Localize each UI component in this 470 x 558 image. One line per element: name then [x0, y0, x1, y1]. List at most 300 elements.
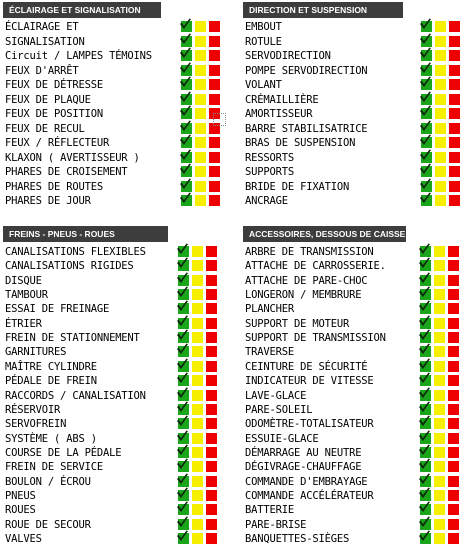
check-icon [179, 18, 192, 31]
good-status-box[interactable] [421, 152, 432, 163]
warning-status-box[interactable] [435, 36, 446, 47]
good-status-box[interactable] [420, 519, 431, 530]
good-status-box[interactable] [420, 476, 431, 487]
item-label: CRÉMAILLIÈRE [245, 93, 319, 106]
good-status-box[interactable] [178, 318, 189, 329]
checklist-row [243, 532, 462, 546]
check-icon [176, 387, 189, 400]
check-icon [418, 329, 431, 342]
warning-status-box[interactable] [192, 361, 203, 372]
warning-status-box[interactable] [435, 79, 446, 90]
bad-status-box[interactable] [449, 181, 460, 192]
bad-status-box[interactable] [449, 21, 460, 32]
item-label: MAÎTRE CYLINDRE [5, 360, 97, 373]
good-status-box[interactable] [178, 361, 189, 372]
check-icon [176, 458, 189, 471]
warning-status-box[interactable] [434, 404, 445, 415]
bad-status-box[interactable] [206, 332, 217, 343]
bad-status-box[interactable] [206, 433, 217, 444]
warning-status-box[interactable] [192, 289, 203, 300]
warning-status-box[interactable] [192, 390, 203, 401]
bad-status-box[interactable] [206, 303, 217, 314]
good-status-box[interactable] [420, 404, 431, 415]
check-icon [419, 120, 432, 133]
warning-status-box[interactable] [192, 275, 203, 286]
item-label: BANQUETTES-SIÈGES [245, 533, 350, 545]
good-status-box[interactable] [181, 108, 192, 119]
bad-status-box[interactable] [448, 504, 459, 515]
item-label: COMMANDE ACCÉLÉRATEUR [245, 489, 374, 502]
bad-status-box[interactable] [206, 404, 217, 415]
item-label: CEINTURE DE SÉCURITÉ [245, 360, 368, 373]
item-label: PARE-SOLEIL [245, 403, 313, 416]
bad-status-box[interactable] [448, 519, 459, 530]
warning-status-box[interactable] [192, 490, 203, 501]
item-label: ARBRE DE TRANSMISSION [245, 246, 374, 258]
warning-status-box[interactable] [192, 375, 203, 386]
warning-status-box[interactable] [434, 433, 445, 444]
bad-status-box[interactable] [449, 65, 460, 76]
good-status-box[interactable] [178, 375, 189, 386]
item-label: PARE-BRISE [245, 518, 307, 531]
bad-status-box[interactable] [448, 418, 459, 429]
bad-status-box[interactable] [206, 447, 217, 458]
good-status-box[interactable] [420, 433, 431, 444]
bad-status-box[interactable] [206, 519, 217, 530]
item-label: CANALISATIONS RIGIDES [5, 260, 134, 273]
good-status-box[interactable] [181, 181, 192, 192]
warning-status-box[interactable] [434, 289, 445, 300]
check-icon [418, 300, 431, 313]
good-status-box[interactable] [181, 195, 192, 206]
good-status-box[interactable] [420, 318, 431, 329]
good-status-box[interactable] [420, 490, 431, 501]
warning-status-box[interactable] [434, 303, 445, 314]
item-label: FEUX / RÉFLECTEUR [5, 137, 110, 149]
warning-status-box[interactable] [192, 303, 203, 314]
bad-status-box[interactable] [206, 361, 217, 372]
bad-status-box[interactable] [449, 79, 460, 90]
bad-status-box[interactable] [448, 346, 459, 357]
bad-status-box[interactable] [209, 94, 220, 105]
good-status-box[interactable] [178, 390, 189, 401]
check-icon [176, 516, 189, 529]
good-status-box[interactable] [420, 332, 431, 343]
warning-status-box[interactable] [195, 79, 206, 90]
check-icon [418, 501, 431, 514]
check-icon [176, 243, 189, 256]
bad-status-box[interactable] [206, 418, 217, 429]
warning-status-box[interactable] [434, 447, 445, 458]
good-status-box[interactable] [421, 79, 432, 90]
bad-status-box[interactable] [206, 504, 217, 515]
warning-status-box[interactable] [434, 361, 445, 372]
good-status-box[interactable] [178, 433, 189, 444]
warning-status-box[interactable] [192, 418, 203, 429]
warning-status-box[interactable] [435, 123, 446, 134]
warning-status-box[interactable] [195, 21, 206, 32]
bad-status-box[interactable] [209, 137, 220, 148]
item-label: ODOMÈTRE-TOTALISATEUR [245, 418, 374, 431]
item-label: PÉDALE DE FREIN [5, 375, 97, 388]
good-status-box[interactable] [178, 447, 189, 458]
item-label: COURSE DE LA PÉDALE [5, 446, 122, 459]
item-label: ESSAI DE FREINAGE [5, 303, 110, 316]
item-label: TRAVERSE [245, 346, 294, 359]
warning-status-box[interactable] [435, 65, 446, 76]
bad-status-box[interactable] [448, 275, 459, 286]
good-status-box[interactable] [178, 533, 189, 544]
bad-status-box[interactable] [448, 490, 459, 501]
good-status-box[interactable] [421, 36, 432, 47]
good-status-box[interactable] [178, 519, 189, 530]
warning-status-box[interactable] [434, 390, 445, 401]
good-status-box[interactable] [181, 166, 192, 177]
good-status-box[interactable] [420, 461, 431, 472]
check-icon [419, 18, 432, 31]
good-status-box[interactable] [178, 404, 189, 415]
check-icon [419, 105, 432, 118]
check-icon [418, 286, 431, 299]
good-status-box[interactable] [178, 418, 189, 429]
bad-status-box[interactable] [448, 404, 459, 415]
bad-status-box[interactable] [448, 461, 459, 472]
bad-status-box[interactable] [209, 152, 220, 163]
warning-status-box[interactable] [192, 533, 203, 544]
check-icon [176, 343, 189, 356]
check-icon [176, 444, 189, 457]
good-status-box[interactable] [178, 289, 189, 300]
bad-status-box[interactable] [448, 476, 459, 487]
good-status-box[interactable] [420, 260, 431, 271]
check-icon [179, 149, 192, 162]
good-status-box[interactable] [420, 361, 431, 372]
bad-status-box[interactable] [209, 50, 220, 61]
bad-status-box[interactable] [206, 318, 217, 329]
bad-status-box[interactable] [206, 533, 217, 544]
check-icon [176, 530, 189, 543]
item-label: ROTULE [245, 35, 282, 48]
item-label: PHARES DE JOUR [5, 195, 91, 207]
bad-status-box[interactable] [209, 195, 220, 206]
bad-status-box[interactable] [448, 260, 459, 271]
good-status-box[interactable] [420, 504, 431, 515]
good-status-box[interactable] [178, 246, 189, 257]
check-icon [176, 272, 189, 285]
bad-status-box[interactable] [448, 332, 459, 343]
warning-status-box[interactable] [192, 346, 203, 357]
bad-status-box[interactable] [206, 275, 217, 286]
good-status-box[interactable] [421, 108, 432, 119]
warning-status-box[interactable] [434, 519, 445, 530]
bad-status-box[interactable] [448, 375, 459, 386]
bad-status-box[interactable] [448, 433, 459, 444]
warning-status-box[interactable] [195, 50, 206, 61]
check-icon [179, 105, 192, 118]
warning-status-box[interactable] [434, 533, 445, 544]
warning-status-box[interactable] [435, 108, 446, 119]
check-icon [179, 91, 192, 104]
good-status-box[interactable] [421, 166, 432, 177]
bad-status-box[interactable] [449, 137, 460, 148]
check-icon [419, 149, 432, 162]
good-status-box[interactable] [420, 375, 431, 386]
item-label: CANALISATIONS FLEXIBLES [5, 246, 146, 258]
item-label: FREIN DE SERVICE [5, 461, 103, 474]
warning-status-box[interactable] [435, 21, 446, 32]
good-status-box[interactable] [181, 94, 192, 105]
good-status-box[interactable] [181, 152, 192, 163]
item-label: PNEUS [5, 489, 36, 502]
warning-status-box[interactable] [434, 461, 445, 472]
good-status-box[interactable] [178, 303, 189, 314]
warning-status-box[interactable] [195, 36, 206, 47]
item-label: BATTERIE [245, 504, 294, 517]
good-status-box[interactable] [181, 21, 192, 32]
warning-status-box[interactable] [435, 94, 446, 105]
warning-status-box[interactable] [192, 404, 203, 415]
check-icon [419, 62, 432, 75]
good-status-box[interactable] [420, 275, 431, 286]
item-label: FREIN DE STATIONNEMENT [5, 332, 140, 345]
warning-status-box[interactable] [195, 123, 206, 134]
warning-status-box[interactable] [192, 476, 203, 487]
check-icon [418, 401, 431, 414]
warning-status-box[interactable] [195, 181, 206, 192]
item-label: KLAXON ( AVERTISSEUR ) [5, 151, 140, 164]
bad-status-box[interactable] [206, 390, 217, 401]
good-status-box[interactable] [420, 533, 431, 544]
bad-status-box[interactable] [209, 166, 220, 177]
good-status-box[interactable] [421, 195, 432, 206]
item-label: SERVOFREIN [5, 418, 67, 431]
item-label: TAMBOUR [5, 289, 48, 302]
warning-status-box[interactable] [192, 246, 203, 257]
bad-status-box[interactable] [209, 36, 220, 47]
item-label: ATTACHE DE PARE-CHOC [245, 274, 368, 287]
good-status-box[interactable] [178, 260, 189, 271]
section-title: ÉCLAIRAGE ET SIGNALISATION [3, 2, 161, 18]
warning-status-box[interactable] [434, 476, 445, 487]
bad-status-box[interactable] [449, 108, 460, 119]
check-icon [179, 192, 192, 205]
warning-status-box[interactable] [434, 260, 445, 271]
good-status-box[interactable] [181, 123, 192, 134]
warning-status-box[interactable] [435, 181, 446, 192]
check-icon [418, 458, 431, 471]
bad-status-box[interactable] [206, 260, 217, 271]
warning-status-box[interactable] [192, 447, 203, 458]
good-status-box[interactable] [420, 390, 431, 401]
warning-status-box[interactable] [192, 260, 203, 271]
good-status-box[interactable] [181, 50, 192, 61]
item-label: DÉMARRAGE AU NEUTRE [245, 446, 362, 459]
check-icon [419, 163, 432, 176]
good-status-box[interactable] [420, 289, 431, 300]
item-label: VALVES [5, 533, 42, 545]
warning-status-box[interactable] [195, 152, 206, 163]
good-status-box[interactable] [420, 418, 431, 429]
check-icon [176, 501, 189, 514]
check-icon [419, 192, 432, 205]
item-label: PHARES DE ROUTES [5, 180, 103, 193]
section-title: ACCESSOIRES, DESSOUS DE CAISSE [243, 226, 406, 242]
good-status-box[interactable] [421, 137, 432, 148]
warning-status-box[interactable] [192, 318, 203, 329]
good-status-box[interactable] [421, 94, 432, 105]
check-icon [418, 473, 431, 486]
bad-status-box[interactable] [449, 123, 460, 134]
warning-status-box[interactable] [435, 166, 446, 177]
good-status-box[interactable] [421, 50, 432, 61]
warning-status-box[interactable] [195, 108, 206, 119]
good-status-box[interactable] [420, 246, 431, 257]
warning-status-box[interactable] [434, 375, 445, 386]
warning-status-box[interactable] [434, 418, 445, 429]
warning-status-box[interactable] [434, 504, 445, 515]
check-icon [418, 530, 431, 543]
bad-status-box[interactable] [206, 246, 217, 257]
item-label: BARRE STABILISATRICE [245, 122, 368, 135]
check-icon [179, 134, 192, 147]
good-status-box[interactable] [181, 137, 192, 148]
bad-status-box[interactable] [448, 289, 459, 300]
warning-status-box[interactable] [435, 50, 446, 61]
bad-status-box[interactable] [448, 361, 459, 372]
warning-status-box[interactable] [195, 94, 206, 105]
item-label: RESSORTS [245, 151, 294, 164]
warning-status-box[interactable] [434, 346, 445, 357]
good-status-box[interactable] [178, 346, 189, 357]
bad-status-box[interactable] [448, 318, 459, 329]
warning-status-box[interactable] [195, 65, 206, 76]
bad-status-box[interactable] [449, 195, 460, 206]
check-icon [418, 415, 431, 428]
warning-status-box[interactable] [195, 195, 206, 206]
good-status-box[interactable] [181, 65, 192, 76]
warning-status-box[interactable] [192, 519, 203, 530]
good-status-box[interactable] [178, 461, 189, 472]
bad-status-box[interactable] [448, 533, 459, 544]
bad-status-box[interactable] [209, 79, 220, 90]
warning-status-box[interactable] [195, 137, 206, 148]
warning-status-box[interactable] [435, 152, 446, 163]
check-icon [418, 315, 431, 328]
check-icon [418, 444, 431, 457]
bad-status-box[interactable] [206, 490, 217, 501]
check-icon [179, 120, 192, 133]
check-icon [418, 358, 431, 371]
check-icon [176, 358, 189, 371]
bad-status-box[interactable] [449, 50, 460, 61]
good-status-box[interactable] [421, 21, 432, 32]
checklist-row [3, 532, 220, 546]
item-label: COMMANDE D'EMBRAYAGE [245, 475, 368, 488]
check-icon [179, 163, 192, 176]
check-icon [179, 47, 192, 60]
check-icon [419, 33, 432, 46]
item-label: FEUX DE PLAQUE [5, 93, 91, 106]
warning-status-box[interactable] [434, 318, 445, 329]
item-label: POMPE SERVODIRECTION [245, 64, 368, 77]
warning-status-box[interactable] [434, 332, 445, 343]
warning-status-box[interactable] [192, 433, 203, 444]
check-icon [176, 415, 189, 428]
good-status-box[interactable] [178, 275, 189, 286]
item-label: SUPPORT DE TRANSMISSION [245, 332, 386, 345]
check-icon [419, 91, 432, 104]
warning-status-box[interactable] [192, 461, 203, 472]
bad-status-box[interactable] [206, 476, 217, 487]
good-status-box[interactable] [420, 303, 431, 314]
item-label: BRIDE DE FIXATION [245, 180, 350, 193]
good-status-box[interactable] [178, 490, 189, 501]
warning-status-box[interactable] [195, 166, 206, 177]
check-icon [176, 286, 189, 299]
bad-status-box[interactable] [449, 36, 460, 47]
bad-status-box[interactable] [206, 289, 217, 300]
item-label: GARNITURES [5, 346, 67, 359]
bad-status-box[interactable] [209, 65, 220, 76]
warning-status-box[interactable] [435, 195, 446, 206]
good-status-box[interactable] [421, 181, 432, 192]
item-label: EMBOUT [245, 21, 282, 33]
good-status-box[interactable] [181, 36, 192, 47]
warning-status-box[interactable] [434, 246, 445, 257]
item-label: FEUX DE DÉTRESSE [5, 79, 103, 91]
bad-status-box[interactable] [448, 447, 459, 458]
good-status-box[interactable] [178, 476, 189, 487]
bad-status-box[interactable] [448, 390, 459, 401]
check-icon [176, 329, 189, 342]
warning-status-box[interactable] [192, 332, 203, 343]
good-status-box[interactable] [181, 79, 192, 90]
check-icon [176, 430, 189, 443]
check-icon [419, 76, 432, 89]
good-status-box[interactable] [178, 504, 189, 515]
bad-status-box[interactable] [206, 346, 217, 357]
good-status-box[interactable] [421, 65, 432, 76]
item-label: ÉTRIER [5, 317, 42, 330]
good-status-box[interactable] [178, 332, 189, 343]
item-label: SUPPORTS [245, 166, 294, 178]
item-label: SERVODIRECTION [245, 50, 331, 62]
bad-status-box[interactable] [206, 375, 217, 386]
check-icon [418, 487, 431, 500]
good-status-box[interactable] [420, 447, 431, 458]
check-icon [418, 516, 431, 529]
bad-status-box[interactable] [209, 21, 220, 32]
check-icon [176, 315, 189, 328]
item-label: ROUE DE SECOUR [5, 518, 91, 531]
bad-status-box[interactable] [206, 461, 217, 472]
warning-status-box[interactable] [435, 137, 446, 148]
warning-status-box[interactable] [434, 275, 445, 286]
bad-status-box[interactable] [448, 246, 459, 257]
bad-status-box[interactable] [448, 303, 459, 314]
item-label: ESSUIE-GLACE [245, 432, 319, 445]
item-label: FEUX DE POSITION [5, 108, 103, 120]
bad-status-box[interactable] [449, 152, 460, 163]
item-label: SYSTÈME ( ABS ) [5, 432, 97, 445]
bad-status-box[interactable] [209, 181, 220, 192]
good-status-box[interactable] [420, 346, 431, 357]
good-status-box[interactable] [421, 123, 432, 134]
warning-status-box[interactable] [434, 490, 445, 501]
bad-status-box[interactable] [449, 94, 460, 105]
warning-status-box[interactable] [192, 504, 203, 515]
bad-status-box[interactable] [449, 166, 460, 177]
